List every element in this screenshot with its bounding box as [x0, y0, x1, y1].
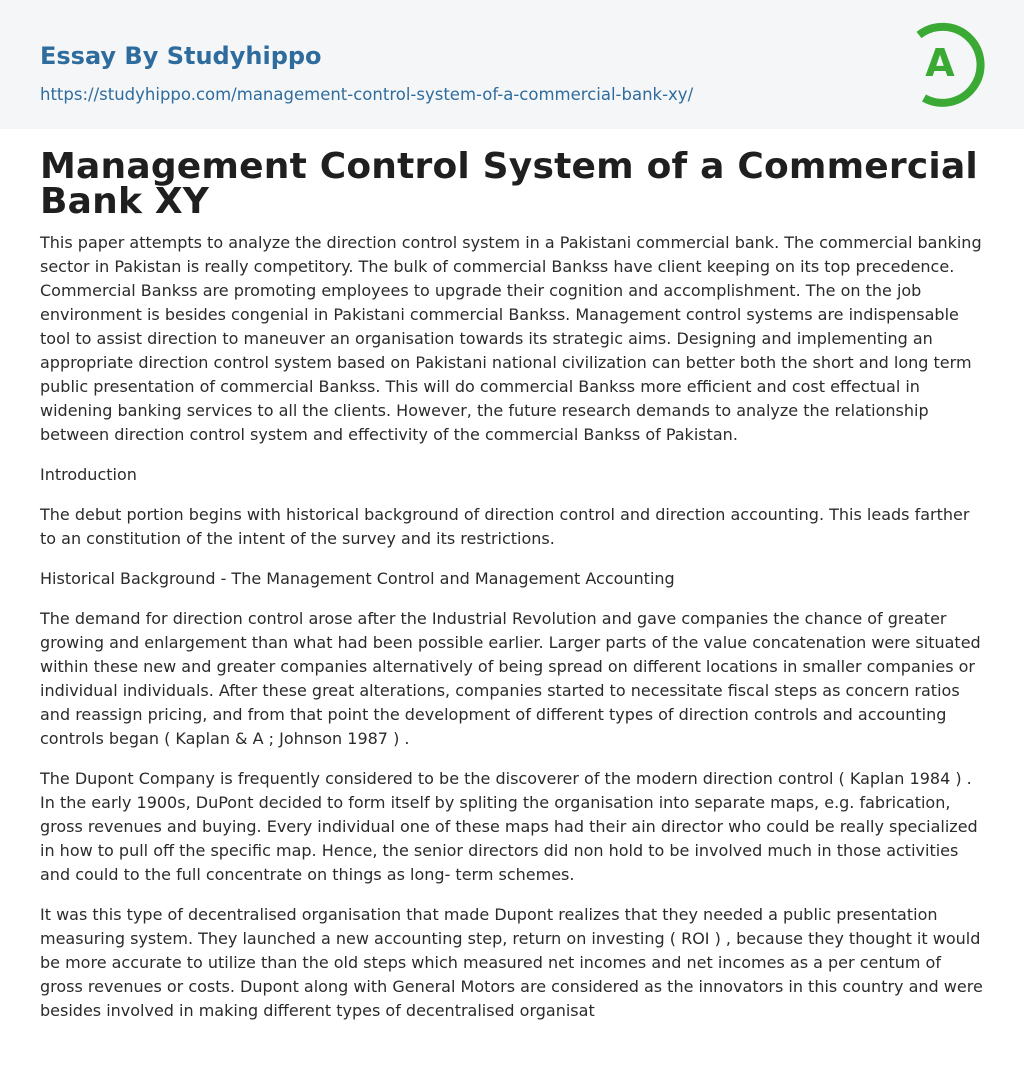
logo-letter: A [925, 41, 955, 85]
essay-paragraph: This paper attempts to analyze the direction control system in a Pakistani commercial bank. The commercial banking sector in Pakistan is really competitory. The bulk of commercial Bankss have client keeping on its top precedence. Commercial Bankss are promoting employees to upgrade their cognition and accomplishment. The on the job environment is besides congenial in Pakistani commercial Bankss. Management control systems are indispensable tool to assist direction to maneuver an organisation towards its strategic aims. Designing and implementing an appropriate direction control system based on Pakistani national civilization can better both the short and long term public presentation of commercial Bankss. This will do commercial Bankss more efficient and cost effectual in widening banking services to all the clients. However, the future research demands to analyze the relationship between direction control system and effectivity of the commercial Bankss of Pakistan. [40, 233, 982, 444]
essay-paragraph: The debut portion begins with historical background of direction control and direction accounting. This leads farther to an constitution of the intent of the survey and its restrictions. [40, 505, 970, 548]
source-url-link[interactable]: https://studyhippo.com/management-control-system-of-a-commercial-bank-xy/ [40, 85, 694, 104]
essay-paragraph: The Dupont Company is frequently considered to be the discoverer of the modern direction control ( Kaplan 1984 ) . In the early 1900s, DuPont decided to form itself by spliting the organisation into separate maps, e.g. fabrication, gross revenues and buying. Every individual one of these maps had their ain director who could be really specialized in how to pull off the specific map. Hence, the senior directors did non hold to be involved much in those activities and could to the full concentrate on things as long- term schemes. [40, 769, 978, 884]
studyhippo-logo-icon[interactable] [906, 16, 990, 108]
section-heading-introduction: Introduction [40, 465, 137, 484]
essay-paragraph: It was this type of decentralised organisation that made Dupont realizes that they needed a public presentation measuring system. They launched a new accounting step, return on investing ( ROI ) , because they thought it would be more accurate to utilize than the old steps which measured net incomes and net incomes as a per centum of gross revenues or costs. Dupont along with General Motors are considered as the innovators in this country and were besides involved in making different types of decentralised organisat [40, 905, 983, 1020]
essay-paragraph: The demand for direction control arose after the Industrial Revolution and gave companies the chance of greater growing and enlargement than what had been possible earlier. Larger parts of the value concatenation were situated within these new and greater companies alternatively of being spread on different locations in smaller companies or individual individuals. After these great alterations, companies started to necessitate fiscal steps as concern ratios and reassign pricing, and from that point the development of different types of direction controls and accounting controls began ( Kaplan & A ; Johnson 1987 ) . [40, 609, 981, 748]
page-title: Management Control System of a Commercial Bank XY [40, 146, 978, 222]
site-brand[interactable]: Essay By Studyhippo [40, 42, 322, 70]
site-header [0, 0, 1024, 129]
essay-content [0, 129, 1024, 1023]
section-heading-historical-background: Historical Background - The Management Control and Management Accounting [40, 569, 675, 588]
